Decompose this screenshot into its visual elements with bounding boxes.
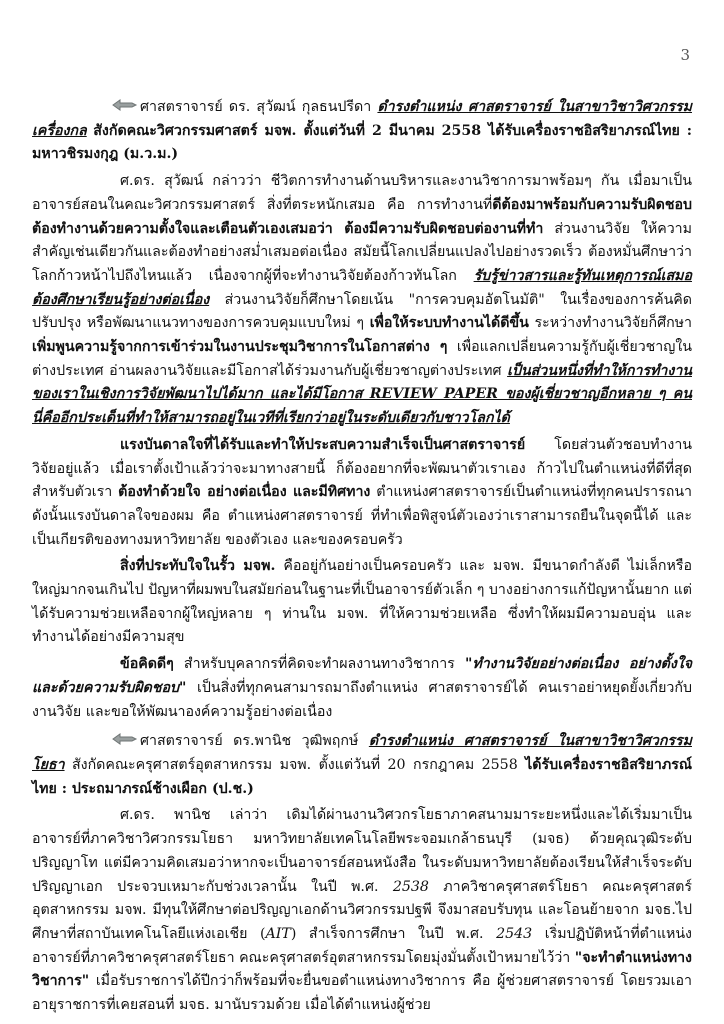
professor-name: ศาสตราจารย์ ดร.พานิช วุฒิพฤกษ์ <box>140 733 359 750</box>
position-title: ดำรงตำแหน่ง ศาสตราจารย์ ในสาขาวิชาวิศวกรรมโยธา <box>32 733 692 773</box>
section-heading <box>32 730 692 801</box>
bold-run: "จะทำตำแหน่งทางวิชาการ" <box>32 949 692 990</box>
hand-pointer-icon <box>112 732 138 746</box>
emphasis-run: รับรู้ข่าวสารและรู้ทันเหตุการณ์เสมอ ต้องศึกษาเรียนรู้อย่างต่อเนื่อง <box>32 267 692 308</box>
italic-run: AIT <box>265 925 291 942</box>
bold-run: เพื่อให้ระบบทำงานได้ดีขึ้น <box>369 315 529 332</box>
text-run: ศ.ดร. สุวัฒน์ กล่าวว่า ชีวิตการทำงานด้านบริหารและงานวิชาการมาพร้อมๆ กัน เมื่อมาเป็นอาจารย์สอนในคณะวิศวกรรมศาสตร์ สิ่งที่ตระหนักเสมอ คือ การทำงานที่ <box>32 173 692 213</box>
professor-name: ศาสตราจารย์ ดร. สุวัฒน์ กุลธนปรีดา <box>140 99 372 115</box>
profile-section-1 <box>32 96 692 724</box>
paragraph <box>32 804 692 1017</box>
bold-run: สิ่งที่ประทับใจในรั้ว มจพ. <box>120 558 276 575</box>
text-run: โดยส่วนตัวชอบทำงานวิจัยอยู่แล้ว เมื่อเราตั้งเป้าแล้วว่าจะมาทางสายนี้ ก็ต้องอยากที่จะพัฒนาตัวเราเอง ก้าวไปในตำแหน่งที่ดีที่สุด สำหรับตัวเรา <box>32 436 692 501</box>
text-run: ) สำเร็จการศึกษา ในปี พ.ศ. <box>290 925 497 942</box>
profile-section-2 <box>32 730 692 1017</box>
page-number: 3 <box>680 46 690 64</box>
text-run: เป็นสิ่งที่ทุกคนสามารถมาถึงตำแหน่ง ศาสตราจารย์ได้ คนเราอย่าหยุดยั้งเกี่ยวกับงานวิจัย และขอให้พัฒนาองค์ความรู้อย่างต่อเนื่อง <box>32 679 692 720</box>
paragraph <box>32 653 692 724</box>
text-run: ส่วนงานวิจัย ให้ความสำคัญเช่นเดียวกันและต้องทำอย่างสม่ำเสมอต่อเนื่อง สมัยนี้โลกเปลี่ยนแปลงไปอย่างรวดเร็ว ต้องหมั่นศึกษาว่าโลกก้าวหน้าไปถึงไหนแล้ว เนื่องจากผู้ที่จะทำงานวิจัยต้องก้าวทันโลก <box>32 220 693 284</box>
text-run: ส่วนงานวิจัยก็ศึกษาโดยเน้น "การควบคุมอัตโนมัติ" ในเรื่องของการค้นคิด ปรับปรุง หรือพัฒนาแนวทางของการควบคุมแบบใหม่ ๆ <box>32 291 692 332</box>
bold-run: เพิ่มพูนความรู้จากการเข้าร่วมในงานประชุมวิชาการในโอกาสต่าง ๆ <box>32 339 448 356</box>
hand-pointer-icon <box>112 98 138 112</box>
text-run: ภาควิชาครุศาสตร์โยธา คณะครุศาสตร์อุตสาหกรรม มจพ. มีทุนให้ศึกษาต่อปริญญาเอกด้านวิศวกรรมปฐพี จึงมาสอบรับทุน และโอนย้ายจาก มจธ.ไปศึกษาที่สถาบันเทคโนโลยีแห่งเอเชีย ( <box>32 878 692 942</box>
text-run: เมื่อรับราชการได้ปีกว่าก็พร้อมที่จะยื่นขอตำแหน่งทางวิชาการ คือ ผู้ช่วยศาสตราจารย์ โดยรวมเอาอายุราชการที่เคยสอนที่ มจธ. มานับรวมด้วย เมื่อได้ตำแหน่งผู้ช่วย <box>32 973 692 1014</box>
quote-run: "ทำงานวิจัยอย่างต่อเนื่อง อย่างตั้งใจ และด้วยความรับผิดชอบ" <box>32 656 693 696</box>
bold-run: ต้องทำด้วยใจ อย่างต่อเนื่อง และมีทิศทาง <box>118 484 371 501</box>
emphasis-run: เป็นส่วนหนึ่งที่ทำให้การทำงานของเราในเชิงการวิจัยพัฒนาไปได้มาก และได้มีโอกาส REVIEW PAPER ของผู้เชี่ยวชาญอีกหลาย ๆ คน นี่คืออีกประเด็นที่ทำให้สามารถอยู่ในเวทีที่เรียกว่าอยู่ในระดับเดียวกับชาวโลกได้ <box>32 362 692 427</box>
text-run: ระหว่างทำงานวิจัยก็ศึกษา <box>528 315 692 332</box>
position-title: ดำรงตำแหน่ง ศาสตราจารย์ ในสาขาวิชาวิศวกรรมเครื่องกล <box>32 99 692 139</box>
italic-run: 2543 <box>496 925 533 942</box>
bold-run: ข้อคิดดีๆ <box>120 656 174 673</box>
text-run: เริ่มปฏิบัติหน้าที่ตำแหน่งอาจารย์ที่ภาควิชาครุศาสตร์โยธา คณะครุศาสตร์อุตสาหกรรมโดยมุ่งมั่นตั้งเป้าหมายไว้ว่า <box>32 925 692 966</box>
italic-run: 2538 <box>392 878 429 895</box>
award: ได้รับเครื่องราชอิสริยาภรณ์ไทย : ประถมาภรณ์ช้างเผือก (ป.ช.) <box>32 756 692 797</box>
section-heading <box>32 96 692 167</box>
text-run: เพื่อแลกเปลี่ยนความรู้กับผู้เชี่ยวชาญในต่างประเทศ อ่านผลงานวิจัยและมีโอกาสได้ร่วมงานกับผู้เชี่ยวชาญต่างประเทศ <box>32 339 692 379</box>
bold-run: แรงบันดาลใจที่ได้รับและทำให้ประสบความสำเร็จเป็นศาสตราจารย์ <box>120 436 526 453</box>
bold-run: ดีต้องมาพร้อมกับความรับผิดชอบ ต้องทำงานด้วยความตั้งใจและเตือนตัวเองเสมอว่า ต้องมีความรับผิดชอบต่องานที่ทำ <box>32 196 692 237</box>
paragraph <box>32 555 692 650</box>
text-run: ศ.ดร. พานิช เล่าว่า เดิมได้ผ่านงานวิศวกรโยธาภาคสนามมาระยะหนึ่งและได้เริ่มมาเป็นอาจารย์ที่ภาควิชาวิศวกรรมโยธา มหาวิทยาลัยเทคโนโลยีพระจอมเกล้าธนบุรี (มจธ) ด้วยคุณวุฒิระดับปริญญาโท แต่มีความคิดเสมอว่าหากจะเป็นอาจารย์สอนหนังสือ ในระดับมหาวิทยาลัยต้องเรียนให้สำเร็จระดับปริญญาเอก ประจวบเหมาะกับช่วงเวลานั้น ในปี พ.ศ. <box>32 807 692 895</box>
text-run: คืออยู่กันอย่างเป็นครอบครัว และ มจพ. มีขนาดกำลังดี ไม่เล็กหรือใหญ่มากจนเกินไป ปัญหาที่ผมพบในสมัยก่อนในฐานะที่เป็นอาจารย์ตัวเล็ก ๆ บางอย่างการแก้ปัญหานั้นยาก แต่ได้รับความช่วยเหลือจากผู้ใหญ่หลาย ๆ ท่านใน มจพ. ที่ให้ความช่วยเหลือ ซึ่งทำให้ผมมีความอบอุ่น และทำงานได้อย่างมีความสุข <box>32 558 693 646</box>
text-run: ตำแหน่งศาสตราจารย์เป็นตำแหน่งที่ทุกคนปรารถนา ดังนั้นแรงบันดาลใจของผม คือ ตำแหน่งศาสตราจารย์ ที่ทำเพื่อพิสูจน์ตัวเองว่าเราสามารถยืนในจุดนี้ได้ และเป็นเกียรติของทางมหาวิทยาลัย ของตัวเอง และของครอบครัว <box>32 484 693 548</box>
affiliation: สังกัดคณะครุศาสตร์อุตสาหกรรม มจพ. ตั้งแต่วันที่ 20 กรกฎาคม 2558 <box>64 756 526 773</box>
text-run: สำหรับบุคลากรที่คิดจะทำผลงานทางวิชาการ <box>173 656 465 673</box>
paragraph <box>32 170 692 431</box>
paragraph <box>32 434 692 553</box>
affiliation: สังกัดคณะวิศวกรรมศาสตร์ มจพ. ตั้งแต่วันที่ 2 มีนาคม 2558 ได้รับเครื่องราชอิสริยาภรณ์ไทย : มหาวชิรมงกุฎ (ม.ว.ม.) <box>32 122 692 163</box>
document-body <box>32 90 692 1021</box>
